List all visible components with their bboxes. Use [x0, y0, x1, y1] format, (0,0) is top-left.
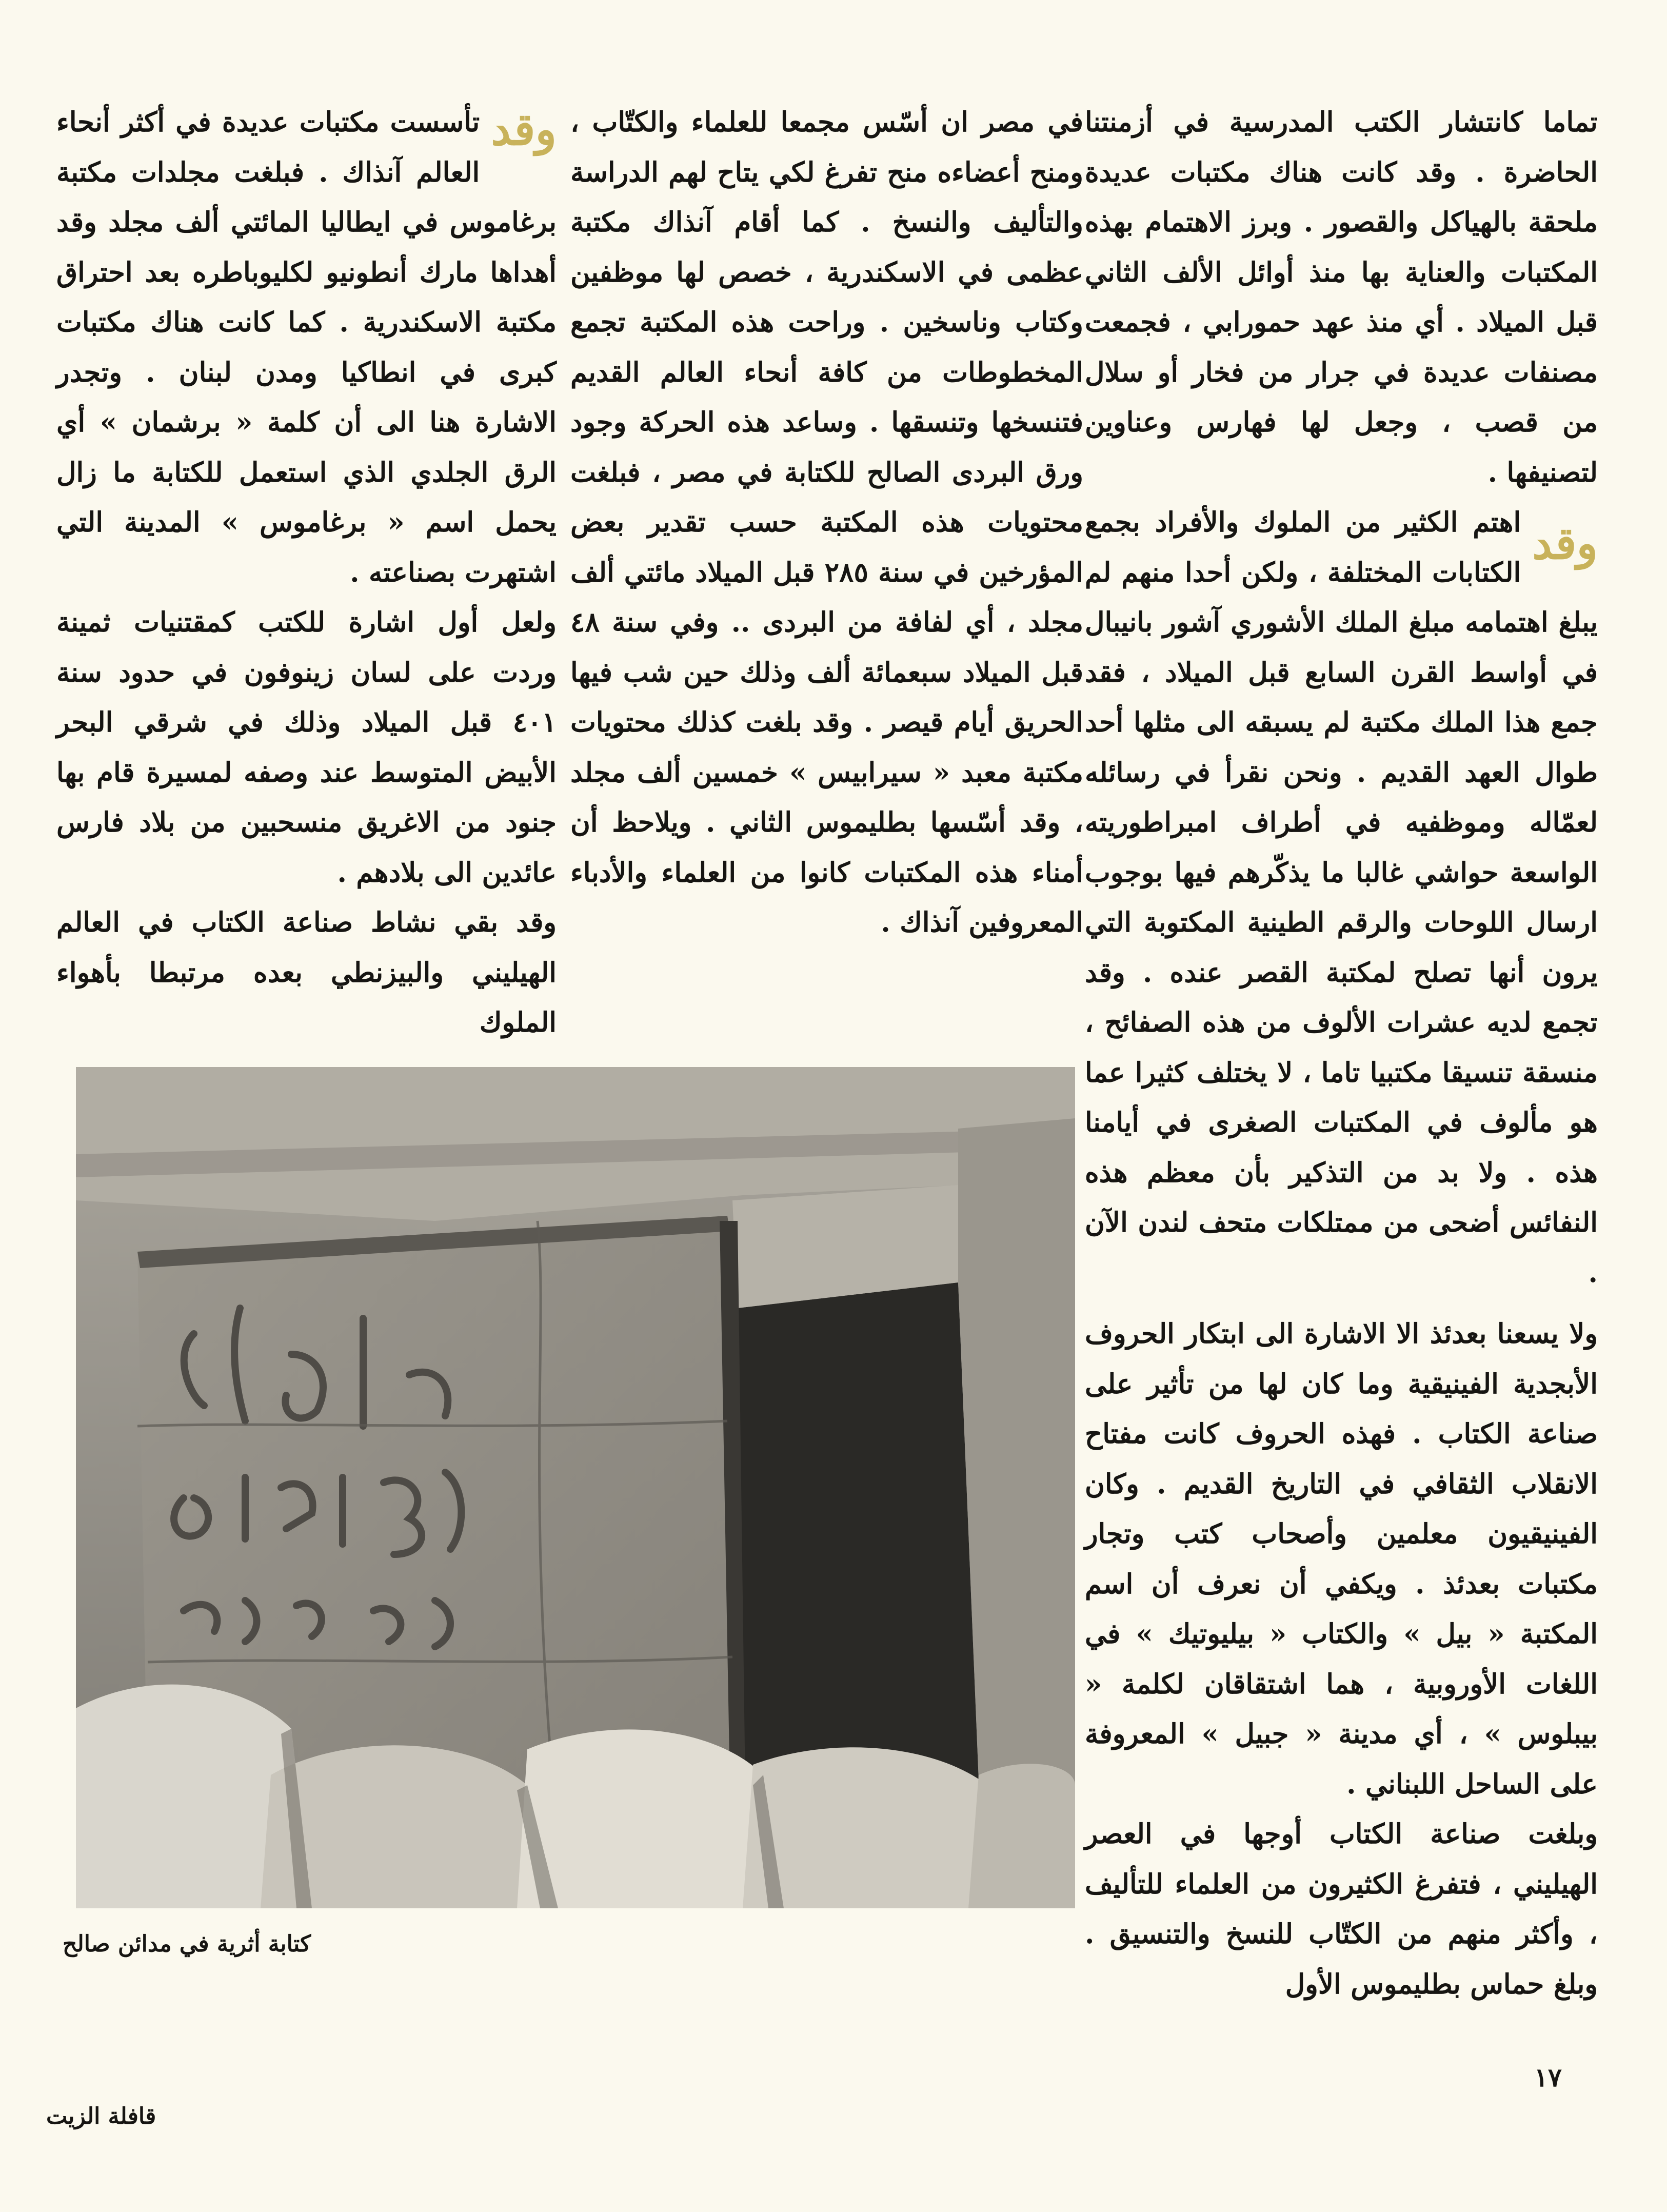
paragraph: تماما كانتشار الكتب المدرسية في أزمنتنا الحاضرة . وقد كانت هناك مكتبات عديدة ملحقة بالهياكل والقصور . وبرز الاهتمام بهذه المكتبات والعناية بها منذ أوائل الألف الثاني قبل الميلاد . أي منذ عهد حمورابي ، فجمعت مصنفات عديدة في جرار من فخار أو سلال من قصب ، وجعل لها فهارس وعناوين لتصنيفها .	[1085, 106, 1598, 488]
inscription-photo	[76, 1067, 1075, 1908]
paragraph	[56, 97, 557, 598]
paragraph: وبلغت صناعة الكتاب أوجها في العصر الهيليني ، فتفرغ الكثيرون من العلماء للتأليف ، وأكثر منهم من الكتّاب للنسخ والتنسيق . وبلغ حماس بطليموس الأول	[1085, 1818, 1598, 2000]
paragraph: وقد بقي نشاط صناعة الكتاب في العالم الهيليني والبيزنطي بعده مرتبطا بأهواء الملوك	[56, 906, 557, 1038]
paragraph	[1085, 498, 1598, 1298]
photo-caption: كتابة أثرية في مدائن صالح	[63, 1931, 311, 1957]
drop-cap: وقد	[491, 104, 557, 155]
drop-cap: وقد	[1532, 518, 1598, 569]
page-number: ١٧	[1534, 2062, 1562, 2092]
text-column-middle	[570, 97, 1083, 948]
paragraph-text: اهتم الكثير من الملوك والأفراد بجمع الكتابات المختلفة ، ولكن أحدا منهم لم يبلغ اهتمامه مبلغ الملك الأشوري آشور بانيبال في أواسط القرن السابع قبل الميلاد ، فقد جمع هذا الملك مكتبة لم يسبقه الى مثلها أحد طوال العهد القديم . ونحن نقرأ في رسائله لعمّاله وموظفيه في أطراف امبراطوريته الواسعة حواشي غالبا ما يذكّرهم فيها بوجوب ارسال اللوحات والرقم الطينية المكتوبة التي يرون أنها تصلح لمكتبة القصر عنده . وقد تجمع لديه عشرات الألوف من هذه الصفائح ، منسقة تنسيقا مكتبيا تاما ، لا يختلف كثيرا عما هو مألوف في المكتبات الصغرى في أيامنا هذه . ولا بد من التذكير بأن معظم هذه النفائس أضحى من ممتلكات متحف لندن الآن .	[1085, 506, 1598, 1289]
paragraph: في مصر ان أسّس مجمعا للعلماء والكتّاب ، ومنح أعضاءه منح تفرغ لكي يتاح لهم الدراسة والتأليف والنسخ . كما أقام آنذاك مكتبة عظمى في الاسكندرية ، خصص لها موظفين وكتاب وناسخين . وراحت هذه المكتبة تجمع المخطوطات من كافة أنحاء العالم القديم فتنسخها وتنسقها . وساعد هذه الحركة وجود ورق البردى الصالح للكتابة في مصر ، فبلغت محتويات هذه المكتبة حسب تقدير بعض المؤرخين في سنة ٢٨٥ قبل الميلاد مائتي ألف مجلد ، أي لفافة من البردى .. وفي سنة ٤٨ قبل الميلاد سبعمائة ألف وذلك حين شب فيها الحريق أيام قيصر . وقد بلغت كذلك محتويات مكتبة معبد « سيرابيس » خمسين ألف مجلد ، وقد أسّسها بطليموس الثاني . ويلاحظ أن أمناء هذه المكتبات كانوا من العلماء والأدباء المعروفين آنذاك .	[570, 106, 1084, 938]
text-column-left	[56, 97, 557, 1048]
paragraph: ولا يسعنا بعدئذ الا الاشارة الى ابتكار الحروف الأبجدية الفينيقية وما كان لها من تأثير على صناعة الكتاب . فهذه الحروف كانت مفتاح الانقلاب الثقافي في التاريخ القديم . وكان الفينيقيون معلمين وأصحاب كتب وتجار مكتبات بعدئذ . ويكفي أن نعرف أن اسم المكتبة « بيل » والكتاب « بيليوتيك » في اللغات الأوروبية ، هما اشتقاقان لكلمة « بيبلوس » ، أي مدينة « جبيل » المعروفة على الساحل اللبناني .	[1085, 1318, 1598, 1800]
paragraph: ولعل أول اشارة للكتب كمقتنيات ثمينة وردت على لسان زينوفون في حدود سنة ٤٠١ قبل الميلاد وذلك في شرقي البحر الأبيض المتوسط عند وصفه لمسيرة قام بها جنود من الاغريق منسحبين من بلاد فارس عائدين الى بلادهم .	[56, 606, 557, 888]
magazine-name: قافلة الزيت	[46, 2103, 156, 2129]
text-column-right	[1085, 97, 1598, 2009]
paragraph-text: تأسست مكتبات عديدة في أكثر أنحاء العالم آنذاك . فبلغت مجلدات مكتبة برغاموس في ايطاليا المائتي ألف مجلد وقد أهداها مارك أنطونيو لكليوباطره بعد احتراق مكتبة الاسكندرية . كما كانت هناك مكتبات كبرى في انطاكيا ومدن لبنان . وتجدر الاشارة هنا الى أن كلمة « برشمان » أي الرق الجلدي الذي استعمل للكتابة ما زال يحمل اسم « برغاموس » المدينة التي اشتهرت بصناعته .	[56, 106, 557, 588]
